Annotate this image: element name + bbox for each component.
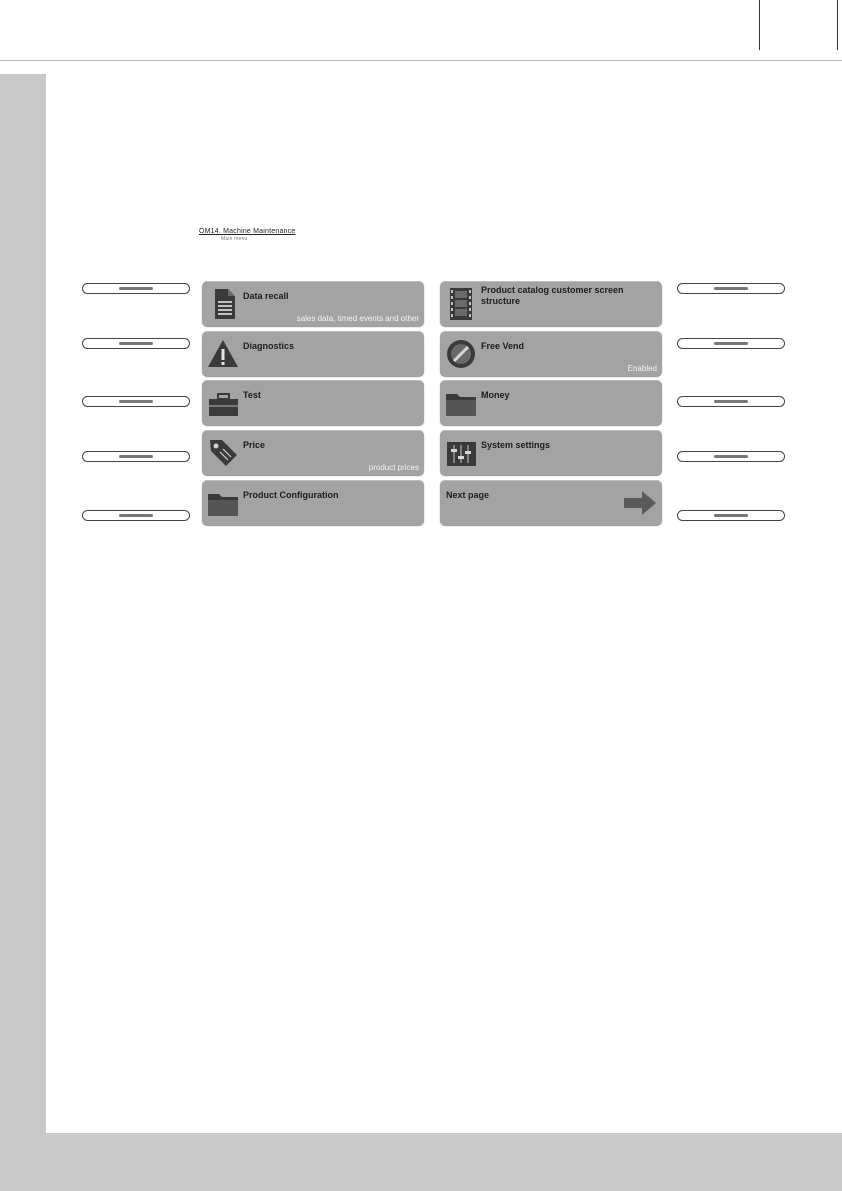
soft-key-left-5[interactable] [82, 510, 190, 521]
test-label: Test [243, 390, 261, 400]
diagnostics-button[interactable] [202, 331, 424, 376]
system-settings-label: System settings [481, 440, 551, 450]
product-catalog-label: Product catalog customer screen structure [481, 285, 624, 306]
soft-key-left-1[interactable] [82, 283, 190, 294]
soft-key-right-3[interactable] [677, 396, 785, 407]
product-catalog-button[interactable] [440, 281, 662, 326]
crop-mark-right [837, 0, 838, 50]
folder-icon [444, 385, 478, 420]
breadcrumb [199, 228, 296, 242]
test-button[interactable] [202, 380, 424, 425]
breadcrumb-path: OM14. Machine Maintenance [199, 228, 296, 235]
system-settings-button[interactable] [440, 430, 662, 475]
left-margin-bar [0, 74, 46, 1191]
breadcrumb-sub: Main menu [221, 236, 248, 242]
data-recall-label: Data recall [243, 291, 289, 301]
soft-key-left-2[interactable] [82, 338, 190, 349]
soft-key-right-1[interactable] [677, 283, 785, 294]
data-recall-sub: sales data, timed events and other [296, 314, 419, 323]
free-vend-icon [444, 336, 478, 371]
data-recall-button[interactable] [202, 281, 424, 326]
crop-mark-left [759, 0, 760, 50]
product-configuration-label: Product Configuration [243, 490, 339, 500]
folder-icon [206, 485, 240, 520]
product-configuration-button[interactable] [202, 480, 424, 525]
free-vend-sub: Enabled [627, 364, 657, 373]
free-vend-label: Free Vend [481, 341, 525, 351]
toolbox-icon [206, 385, 240, 420]
soft-key-right-5[interactable] [677, 510, 785, 521]
soft-key-right-2[interactable] [677, 338, 785, 349]
next-page-label: Next page [446, 490, 490, 500]
price-label: Price [243, 440, 266, 450]
soft-key-left-4[interactable] [82, 451, 190, 462]
price-sub: product prices [368, 463, 419, 472]
price-button[interactable] [202, 430, 424, 475]
warning-icon [206, 336, 240, 371]
diagnostics-label: Diagnostics [243, 341, 295, 351]
soft-key-left-3[interactable] [82, 396, 190, 407]
footer-bar [46, 1133, 842, 1191]
soft-key-right-4[interactable] [677, 451, 785, 462]
free-vend-button[interactable] [440, 331, 662, 376]
price-tag-icon [206, 435, 240, 470]
header-rule [0, 60, 842, 61]
money-button[interactable] [440, 380, 662, 425]
next-page-button[interactable] [440, 480, 662, 525]
arrow-right-icon [622, 488, 658, 518]
sliders-icon [444, 435, 478, 470]
document-icon [206, 286, 240, 321]
film-strip-icon [444, 286, 478, 321]
money-label: Money [481, 390, 510, 400]
